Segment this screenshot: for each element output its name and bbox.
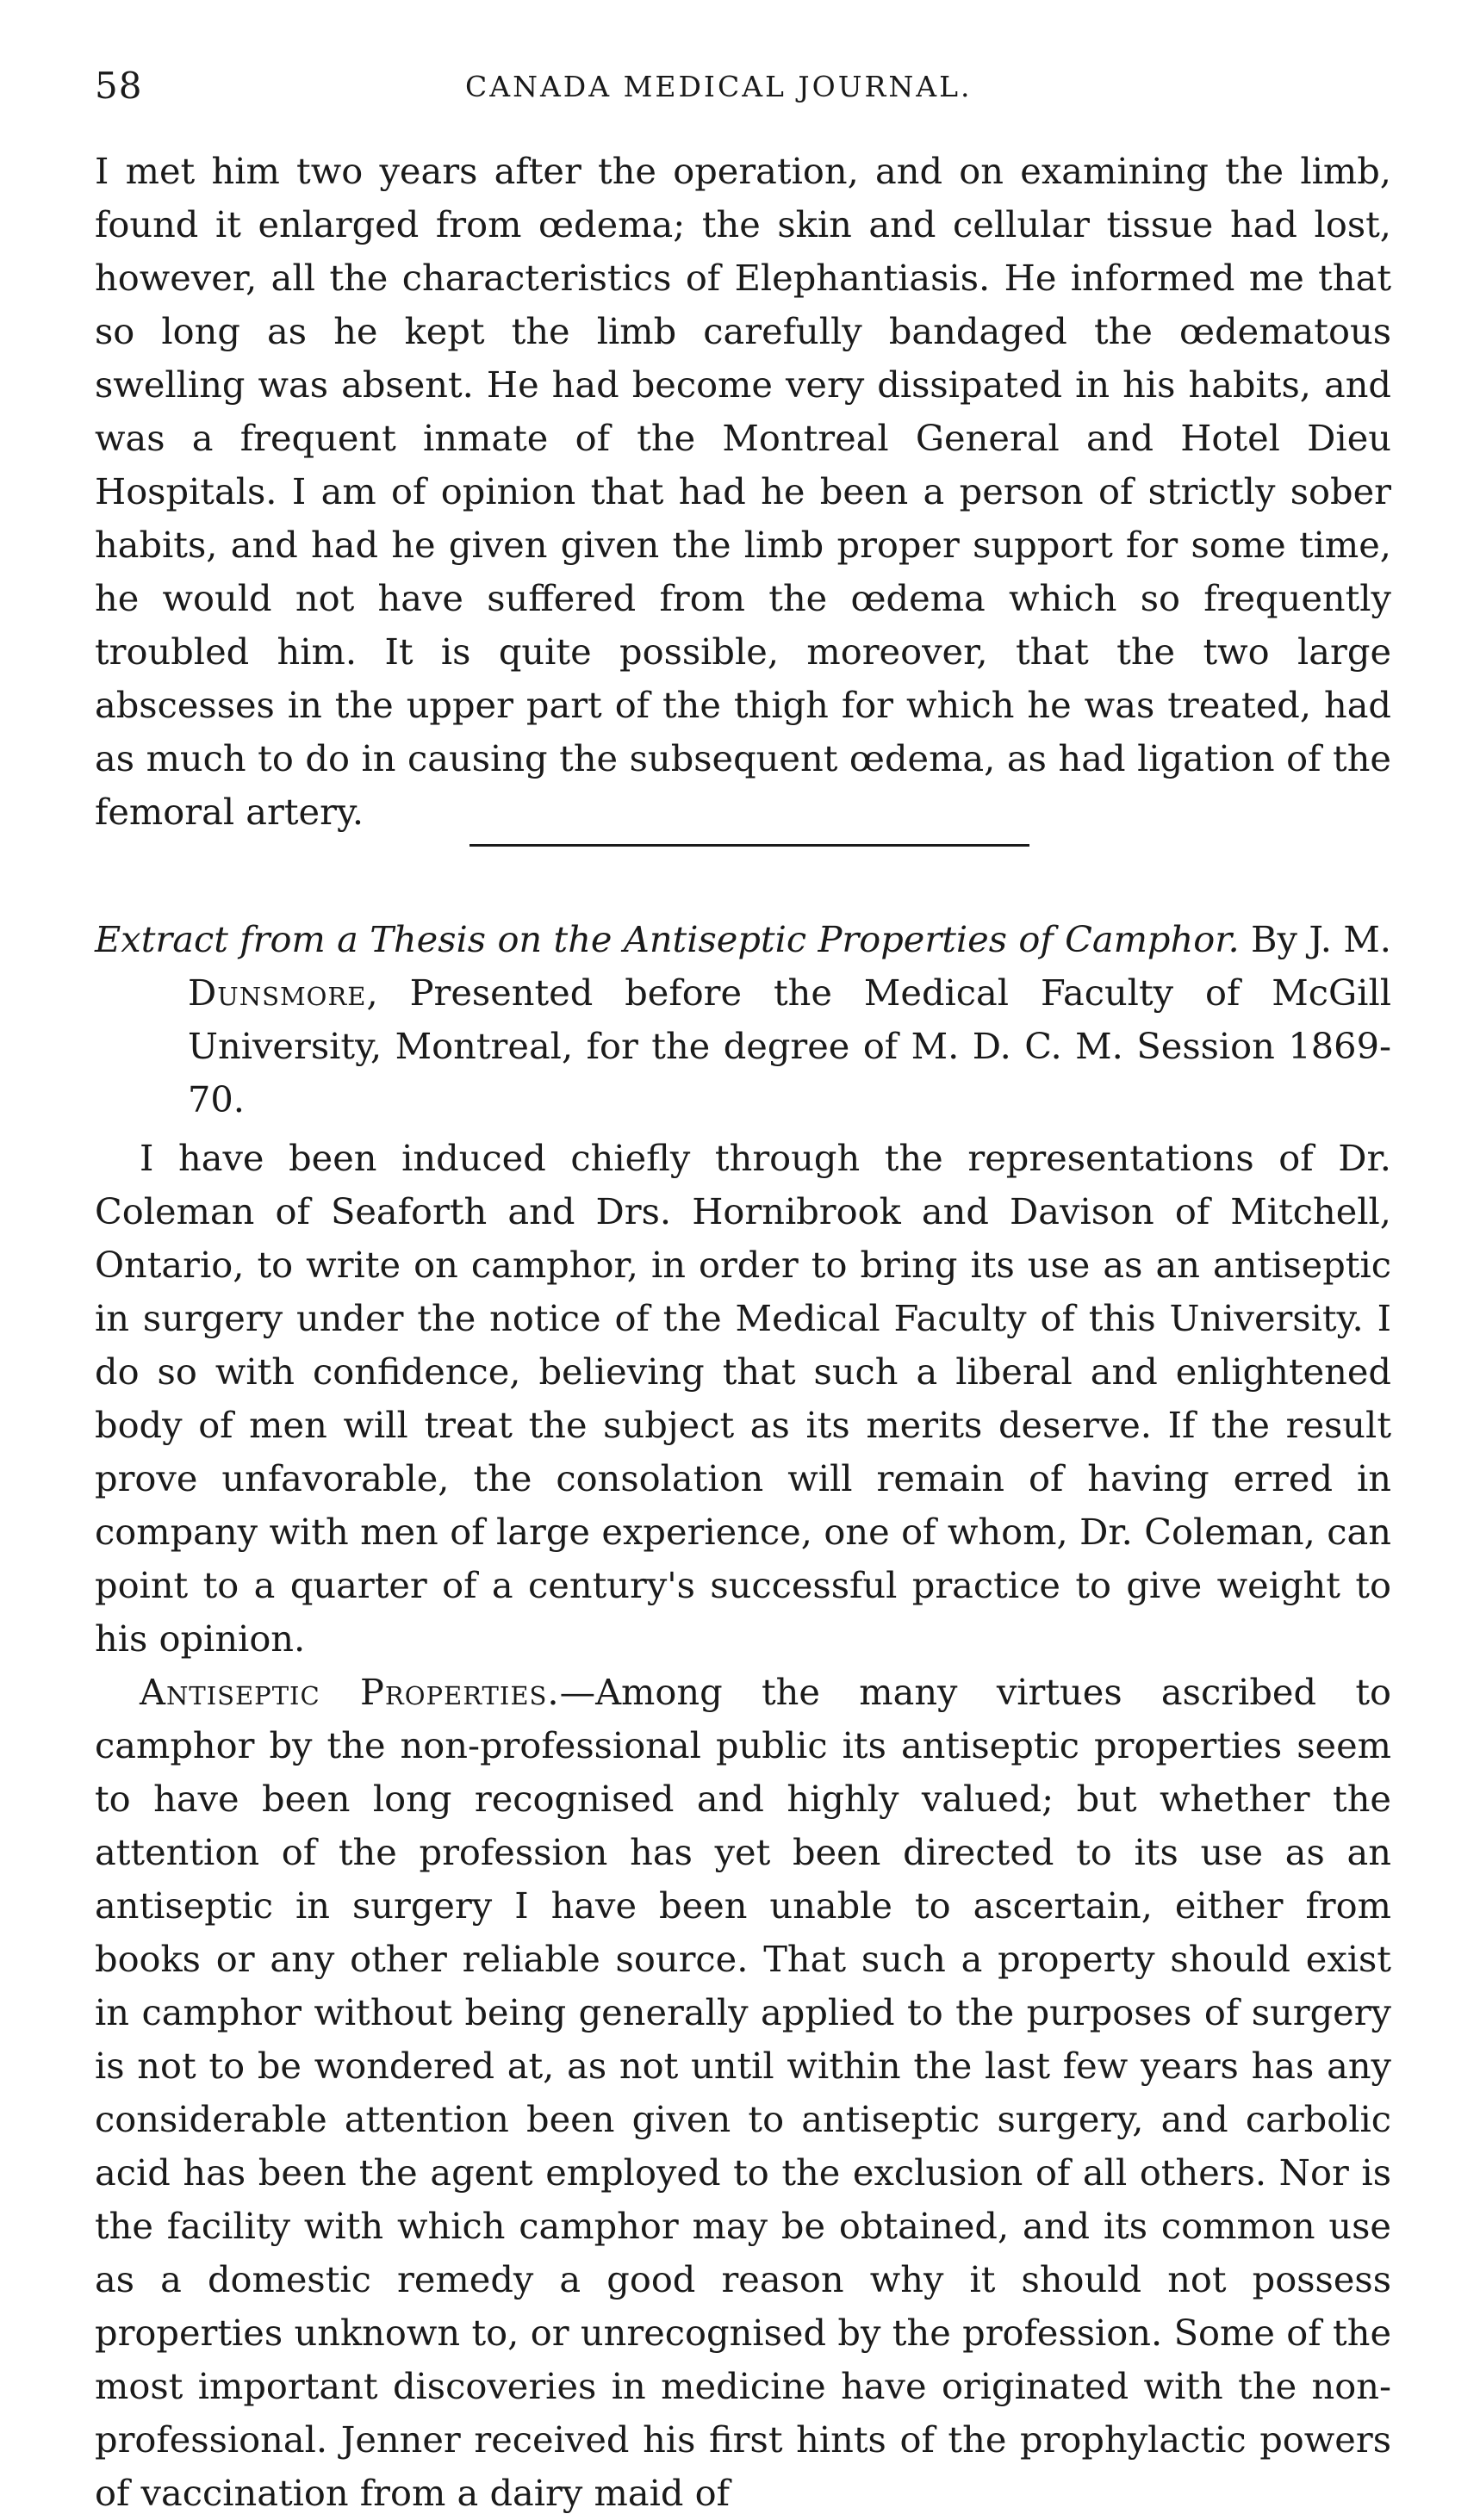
continued-article [95,145,1391,839]
body-paragraph: I met him two years after the operation, and on examining the limb, found it enlarged from œdema; the skin and cellular tissue had lost, however, all the characteristics of Elephantiasis. He informed me that so long as he kept the limb carefully bandaged the œdematous swelling was absent. He had become very dissipated in his habits, and was a frequent inmate of the Montreal General and Hotel Dieu Hospitals. I am of opinion that had he been a person of strictly sober habits, and had he given given the limb proper support for some time, he would not have suffered from the œdema which so frequently troubled him. It is quite possible, moreover, that the two large abscesses in the upper part of the thigh for which he was treated, had as much to do in causing the subsequent œdema, as had ligation of the femoral artery. [95,150,1391,833]
section-divider [469,844,1029,847]
section-text: —Among the many virtues ascribed to camphor by the non-professional public its antiseptic properties seem to have been long recognised and highly valued; but whether the attention of the profession has yet been directed to its use as an antiseptic in surgery I have been unable to ascertain, either from books or any other reliable source. That such a property should exist in camphor without being generally applied to the purposes of surgery is not to be wondered at, as not until within the last few years has any considerable attention been given to antiseptic surgery, and carbolic acid has been the agent employed to the exclusion of all others. Nor is the facility with which camphor may be obtained, and its common use as a domestic remedy a good reason why it should not possess properties unknown to, or unrecognised by the profession. Some of the most important discoveries in medicine have originated with the non-professional. Jenner received his first hints of the prophylactic powers of vaccination from a dairy maid of [95,1671,1391,2514]
extract-author: Dunsmore [188,971,367,1014]
page-number: 58 [95,65,143,107]
body-paragraph: I have been induced chiefly through the representations of Dr. Coleman of Seaforth and Drs. Hornibrook and Davison of Mitchell, Ontario, to write on camphor, in order to bring its use as an antiseptic in surgery under the notice of the Medical Faculty of this University. I do so with confidence, believing that such a liberal and enlightened body of men will treat the subject as its merits deserve. If the result prove unfavorable, the consolation will remain of having erred in company with men of large experience, one of whom, Dr. Coleman, can point to a quarter of a century's successful practice to give weight to his opinion. [95,1137,1391,1660]
thesis-extract [95,913,1391,2520]
body-paragraph [95,1666,1391,2520]
extract-details: , Presented before the Medical Faculty of McGill University, Montreal, for the degree of M. D. C. M. Session 1869-70. [188,971,1391,1120]
running-head: CANADA MEDICAL JOURNAL. [465,70,973,103]
section-lead: Antiseptic Properties. [140,1671,560,1713]
extract-heading [95,913,1391,1127]
extract-by: By J. M. [1239,918,1391,960]
page-header [95,65,1404,116]
extract-title: Extract from a Thesis on the Antiseptic Properties of Camphor. [95,918,1240,960]
